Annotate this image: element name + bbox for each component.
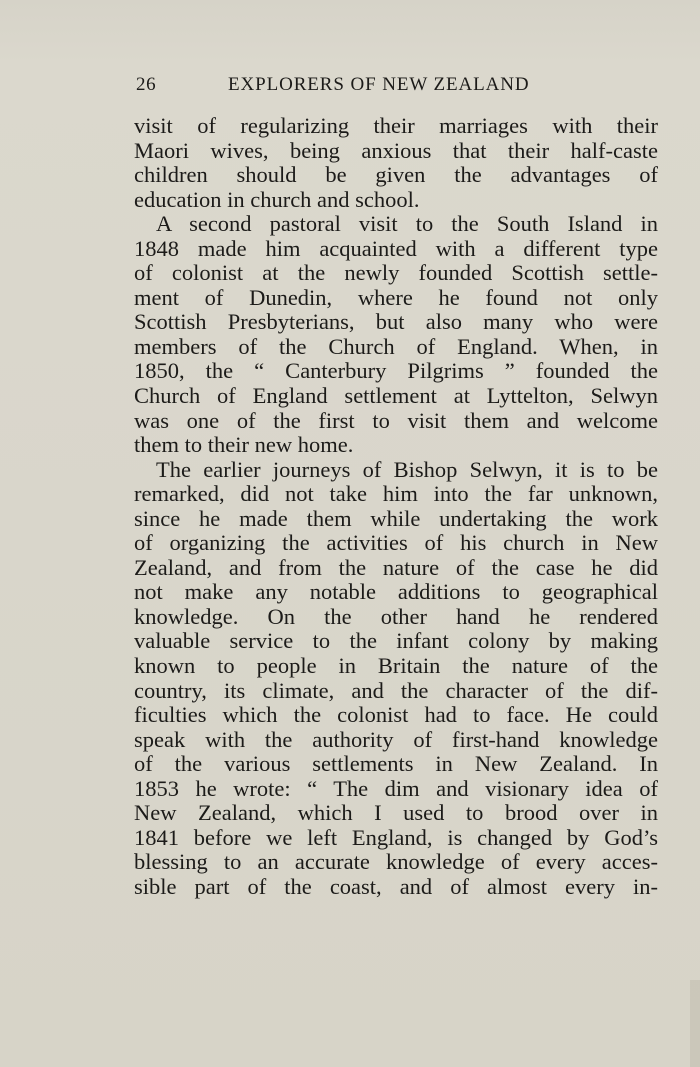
text-line: speak with the authority of first-hand knowledge	[134, 726, 658, 752]
body-text	[134, 114, 658, 900]
text-line: of colonist at the newly founded Scottish settle-	[134, 260, 658, 286]
text-line: of the various settlements in New Zealand. In	[134, 751, 658, 777]
text-line: known to people in Britain the nature of the	[134, 653, 658, 679]
text-line: sible part of the coast, and of almost every in-	[134, 873, 658, 899]
text-line: ment of Dunedin, where he found not only	[134, 284, 658, 310]
text-line: of organizing the activities of his church in New	[134, 530, 658, 556]
text-line: was one of the first to visit them and welcome	[134, 407, 658, 433]
text-line: 1841 before we left England, is changed by God’s	[134, 824, 658, 850]
text-line: them to their new home.	[134, 432, 354, 458]
text-line: valuable service to the infant colony by making	[134, 628, 658, 654]
text-line: not make any notable additions to geographical	[134, 579, 658, 605]
text-line: The earlier journeys of Bishop Selwyn, it is to be	[156, 456, 658, 482]
text-line: Scottish Presbyterians, but also many who were	[134, 309, 658, 335]
page-number: 26	[136, 74, 157, 95]
text-line: education in church and school.	[134, 186, 420, 212]
text-line: since he made them while undertaking the work	[134, 505, 658, 531]
text-line: 1848 made him acquainted with a different type	[134, 235, 658, 261]
text-line: knowledge. On the other hand he rendered	[134, 603, 658, 629]
text-line: children should be given the advantages of	[134, 162, 658, 188]
text-line: A second pastoral visit to the South Island in	[156, 211, 658, 237]
running-head: EXPLORERS OF NEW ZEALAND	[228, 74, 530, 95]
text-line: ficulties which the colonist had to face. He could	[134, 702, 658, 728]
text-line: blessing to an accurate knowledge of every acces-	[134, 849, 658, 875]
text-line: members of the Church of England. When, in	[134, 333, 658, 359]
text-line: country, its climate, and the character of the dif-	[134, 677, 658, 703]
text-line: visit of regularizing their marriages with their	[134, 113, 658, 138]
page-header	[134, 74, 658, 100]
page-edge-shadow	[690, 980, 700, 1067]
text-line: 1850, the “ Canterbury Pilgrims ” founded the	[134, 358, 658, 384]
text-line: 1853 he wrote: “ The dim and visionary idea of	[134, 775, 658, 801]
text-line: remarked, did not take him into the far unknown,	[134, 481, 658, 507]
text-line: Zealand, and from the nature of the case he did	[134, 554, 658, 580]
text-line: Church of England settlement at Lyttelton, Selwyn	[134, 383, 658, 409]
text-line: Maori wives, being anxious that their half-caste	[134, 137, 658, 163]
text-line: New Zealand, which I used to brood over in	[134, 800, 658, 826]
